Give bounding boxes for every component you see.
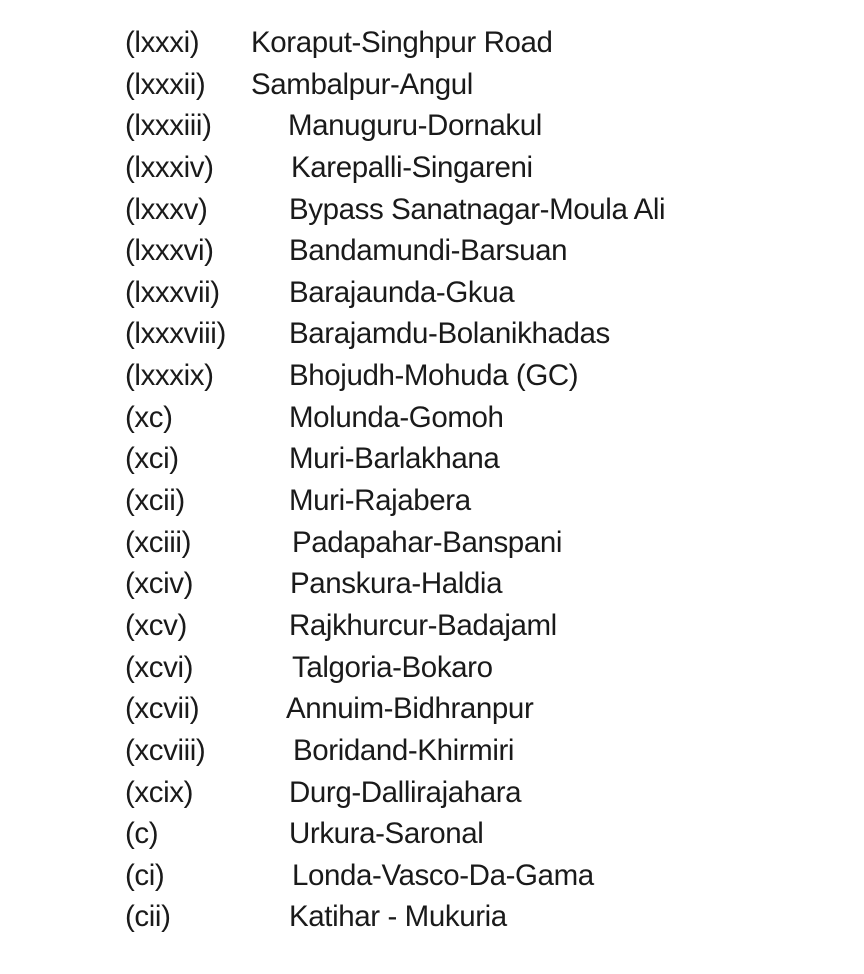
- route-name: Karepalli-Singareni: [291, 150, 533, 184]
- list-item: [125, 105, 845, 147]
- item-number: (lxxxvi): [125, 234, 214, 268]
- item-number: (xcvii): [125, 692, 200, 726]
- route-name: Rajkhurcur-Badajaml: [289, 608, 557, 642]
- list-item: [125, 397, 845, 439]
- route-name: Muri-Rajabera: [289, 484, 471, 518]
- route-name: Muri-Barlakhana: [289, 442, 500, 476]
- item-number: (xcvi): [125, 650, 194, 684]
- item-number: (lxxxvii): [125, 275, 220, 309]
- route-name: Durg-Dallirajahara: [289, 775, 522, 809]
- item-number: (xcviii): [125, 733, 206, 767]
- item-number: (lxxxv): [125, 192, 208, 226]
- item-number: (cii): [125, 900, 171, 934]
- route-name: Koraput-Singhpur Road: [251, 26, 553, 59]
- item-number: (xcii): [125, 484, 185, 518]
- item-number: (ci): [125, 858, 165, 892]
- list-item: [125, 272, 845, 314]
- list-item: [125, 438, 845, 480]
- route-name: Bandamundi-Barsuan: [289, 234, 568, 268]
- route-name: Sambalpur-Angul: [251, 67, 473, 101]
- route-name: Manuguru-Dornakul: [288, 109, 542, 143]
- list-item: [125, 522, 845, 564]
- route-name: Annuim-Bidhranpur: [286, 692, 534, 726]
- list-item: [125, 313, 845, 355]
- item-number: (lxxxi): [125, 26, 200, 59]
- item-number: (lxxxii): [125, 67, 206, 101]
- list-item: [125, 563, 845, 605]
- item-number: (xciii): [125, 525, 192, 559]
- list-item: [125, 189, 845, 231]
- item-number: (xciv): [125, 567, 194, 601]
- list-item: [125, 64, 845, 106]
- item-number: (lxxxiv): [125, 150, 214, 184]
- route-name: Barajamdu-Bolanikhadas: [289, 317, 610, 351]
- list-item: [125, 147, 845, 189]
- list-item: [125, 813, 845, 855]
- list-item: [125, 355, 845, 397]
- item-number: (c): [125, 817, 159, 851]
- item-number: (xcix): [125, 775, 194, 809]
- list-item: [125, 647, 845, 689]
- list-item: [125, 772, 845, 814]
- item-number: (xcv): [125, 608, 187, 642]
- route-name: Padapahar-Banspani: [292, 525, 562, 559]
- item-number: (xci): [125, 442, 179, 476]
- route-name: Talgoria-Bokaro: [292, 650, 493, 684]
- list-item: [125, 688, 845, 730]
- item-number: (lxxxiii): [125, 109, 212, 143]
- list-item: [125, 896, 845, 938]
- route-name: Londa-Vasco-Da-Gama: [292, 858, 594, 892]
- route-name: Katihar - Mukuria: [289, 900, 507, 934]
- route-name: Urkura-Saronal: [289, 817, 484, 851]
- route-name: Molunda-Gomoh: [289, 400, 504, 434]
- item-number: (xc): [125, 400, 173, 434]
- list-item: [125, 230, 845, 272]
- route-name: Bhojudh-Mohuda (GC): [289, 359, 579, 393]
- list-item: [125, 480, 845, 522]
- list-item: [125, 730, 845, 772]
- item-number: (lxxxix): [125, 359, 214, 393]
- list-item: [125, 22, 845, 64]
- route-name: Panskura-Haldia: [290, 567, 503, 601]
- route-name: Barajaunda-Gkua: [289, 275, 515, 309]
- list-item: [125, 605, 845, 647]
- route-name: Boridand-Khirmiri: [293, 733, 515, 767]
- list-item: [125, 855, 845, 897]
- route-list: [125, 22, 845, 938]
- item-number: (lxxxviii): [125, 317, 226, 351]
- route-name: Bypass Sanatnagar-Moula Ali: [289, 192, 666, 226]
